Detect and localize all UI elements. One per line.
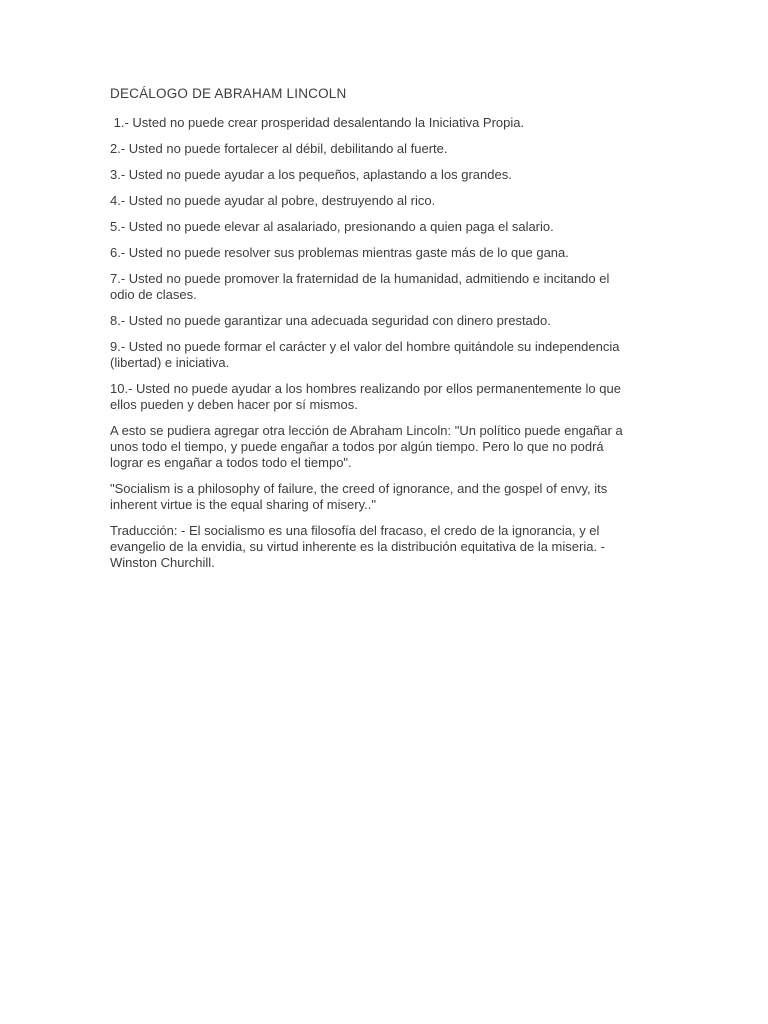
document-content	[110, 86, 750, 581]
socialism-quote-paragraph: "Socialism is a philosophy of failure, the creed of ignorance, and the gospel of envy, its inherent virtue is the equal sharing of misery.."	[110, 481, 608, 512]
decalogo-item-8: 8.- Usted no puede garantizar una adecuada seguridad con dinero prestado.	[110, 313, 551, 328]
decalogo-item-7: 7.- Usted no puede promover la fraternidad de la humanidad, admitiendo e incitando el odio de clases.	[110, 271, 610, 302]
decalogo-item-6: 6.- Usted no puede resolver sus problemas mientras gaste más de lo que gana.	[110, 245, 569, 260]
decalogo-item-5: 5.- Usted no puede elevar al asalariado, presionando a quien paga el salario.	[110, 219, 554, 234]
decalogo-item-10: 10.- Usted no puede ayudar a los hombres realizando por ellos permanentemente lo que ellos pueden y deben hacer por sí mismos.	[110, 381, 621, 412]
decalogo-item-3: 3.- Usted no puede ayudar a los pequeños, aplastando a los grandes.	[110, 167, 512, 182]
document-title: DECÁLOGO DE ABRAHAM LINCOLN	[110, 86, 347, 101]
lincoln-extra-lesson-paragraph: A esto se pudiera agregar otra lección de Abraham Lincoln: "Un político puede engañar a unos todo el tiempo, y puede engañar a todos por algún tiempo. Pero lo que no podrá lograr es engañar a todos todo el tiempo".	[110, 423, 623, 470]
traduccion-churchill-paragraph: Traducción: - El socialismo es una filosofía del fracaso, el credo de la ignorancia, y el evangelio de la envidia, su virtud inherente es la distribución equitativa de la miseria. - Winston Churchill.	[110, 523, 606, 570]
decalogo-item-4: 4.- Usted no puede ayudar al pobre, destruyendo al rico.	[110, 193, 436, 208]
decalogo-item-9: 9.- Usted no puede formar el carácter y el valor del hombre quitándole su independencia (libertad) e iniciativa.	[110, 339, 620, 370]
decalogo-item-2: 2.- Usted no puede fortalecer al débil, debilitando al fuerte.	[110, 141, 448, 156]
decalogo-item-1: 1.- Usted no puede crear prosperidad desalentando la Iniciativa Propia.	[110, 115, 525, 130]
